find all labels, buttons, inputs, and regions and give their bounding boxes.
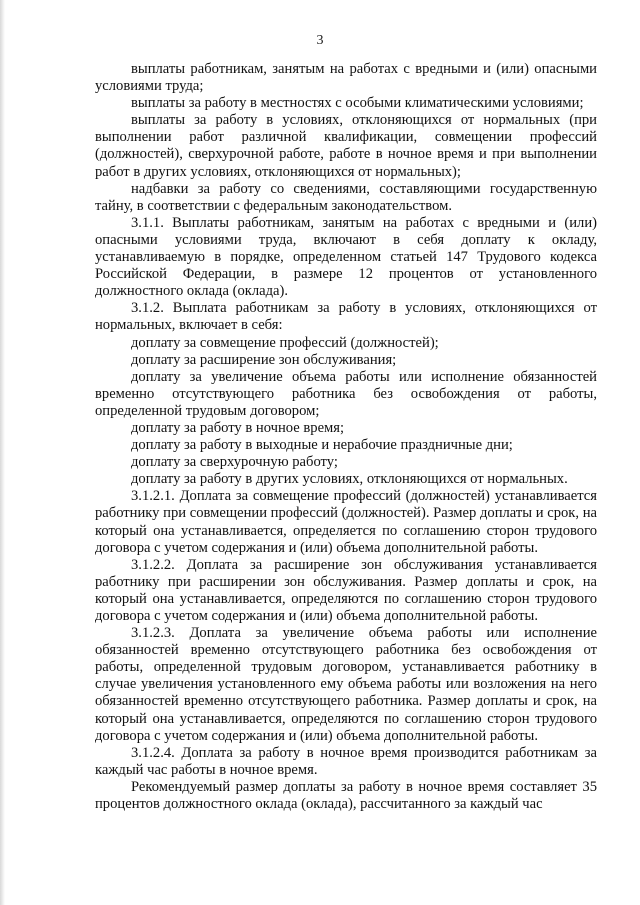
list-item-service-zones: доплату за расширение зон обслуживания;	[131, 351, 397, 368]
list-item-overtime: доплату за сверхурочную работу;	[131, 454, 338, 471]
list-item-night-work: доплату за работу в ночное время;	[131, 419, 345, 436]
paragraph-3-1-1: 3.1.1. Выплаты работникам, занятым на работах с вредными и (или) опасными условиями труда, включают в себя доплату к окладу, устанавливаемую в порядке, определенном статьей 147 Трудового кодекса Российской Федерации, в размере 12 процентов от установленного должностного оклада (оклада).	[95, 214, 597, 300]
scan-edge-shadow	[0, 0, 5, 905]
list-item-other-conditions: доплату за работу в других условиях, отклоняющихся от нормальных.	[131, 471, 568, 488]
paragraph-3-1-2-3: 3.1.2.3. Доплата за увеличение объема работы или исполнение обязанностей временно отсутствующего работника без освобождения от работы, определенной трудовым договором, устанавливается работнику в случае увеличения установленного ему объема работы или возложения на него обязанностей временно отсутствующего работника. Размер доплаты и срок, на который она устанавливается, определяются по соглашению сторон трудового договора с учетом содержания и (или) объема дополнительной работы.	[95, 625, 597, 744]
document-body	[95, 61, 597, 813]
paragraph-climate-payments: выплаты за работу в местностях с особыми климатическими условиями;	[131, 95, 584, 112]
paragraph-night-rate: Рекомендуемый размер доплаты за работу в ночное время составляет 35 процентов должностного оклада (оклада), рассчитанного за каждый час	[95, 778, 597, 813]
paragraph-3-1-2-4: 3.1.2.4. Доплата за работу в ночное время производится работникам за каждый час работы в ночное время.	[95, 744, 597, 778]
paragraph-3-1-2-1: 3.1.2.1. Доплата за совмещение профессий (должностей) устанавливается работнику при совмещении профессий (должностей). Размер доплаты и срок, на который она устанавливается, определяется по соглашению сторон трудового договора с учетом содержания и (или) объема дополнительной работы.	[95, 488, 597, 556]
paragraph-state-secret-allowance: надбавки за работу со сведениями, составляющими государственную тайну, в соответствии с федеральным законодательством.	[95, 180, 597, 214]
paragraph-abnormal-conditions-payments: выплаты за работу в условиях, отклоняющихся от нормальных (при выполнении работ различной квалификации, совмещении профессий (должностей), сверхурочной работе, работе в ночное время и при выполнении работ в других условиях, отклоняющихся от нормальных);	[95, 112, 597, 180]
page-number: 3	[316, 33, 324, 48]
list-item-weekend-holiday-work: доплату за работу в выходные и нерабочие праздничные дни;	[131, 437, 513, 454]
list-item-increased-workload: доплату за увеличение объема работы или исполнение обязанностей временно отсутствующего работника без освобождения от работы, определенной трудовым договором;	[95, 368, 597, 419]
list-item-combining-professions: доплату за совмещение профессий (должностей);	[131, 334, 439, 351]
paragraph-3-1-2-2: 3.1.2.2. Доплата за расширение зон обслуживания устанавливается работнику при расширении зон обслуживания. Размер доплаты и срок, на который она устанавливается, определяются по соглашению сторон трудового договора с учетом содержания и (или) объема дополнительной работы.	[95, 556, 597, 624]
paragraph-hazard-payments: выплаты работникам, занятым на работах с вредными и (или) опасными условиями труда;	[95, 61, 597, 95]
paragraph-3-1-2: 3.1.2. Выплата работникам за работу в условиях, отклоняющихся от нормальных, включает в себя:	[95, 300, 597, 334]
